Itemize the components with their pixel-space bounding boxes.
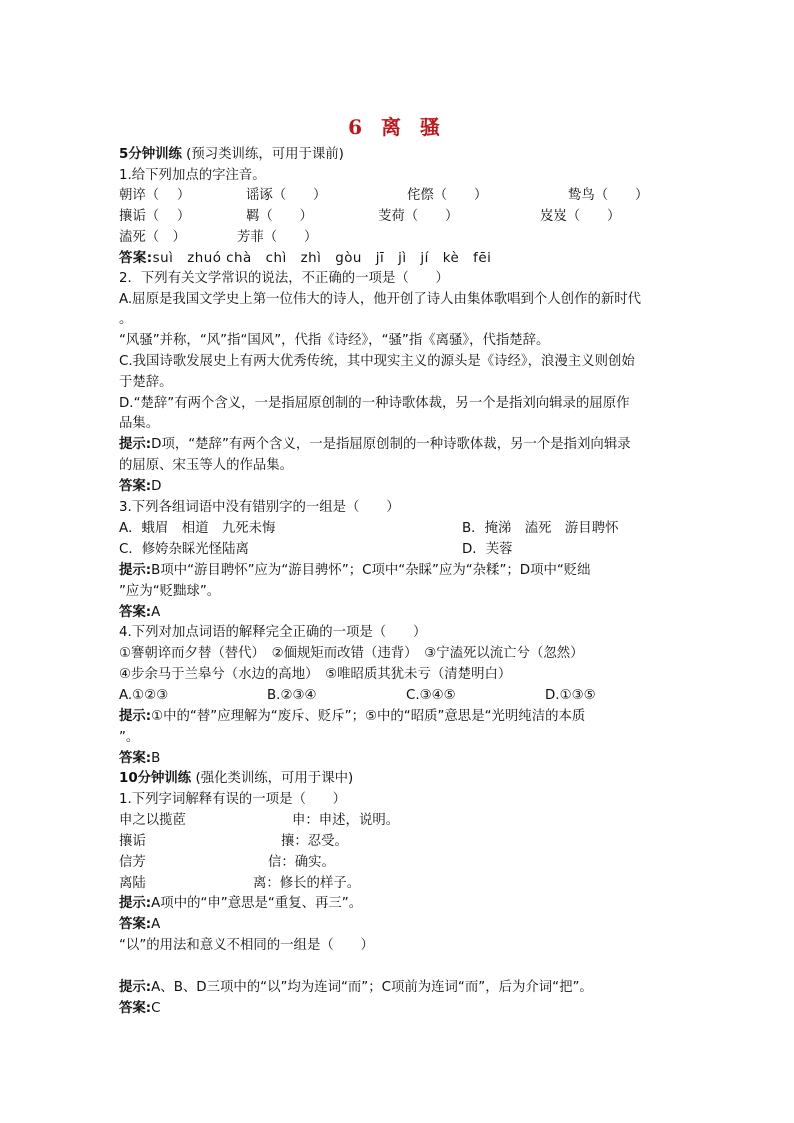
hint-label: 提示: — [119, 437, 152, 452]
pinyin-item: 羁（ ） — [246, 209, 313, 224]
hint-line — [119, 707, 585, 727]
pinyin-item: 攘诟（ ） — [119, 209, 191, 224]
hint-line — [119, 894, 362, 914]
answer-text: C — [151, 1001, 161, 1016]
option-word: 申之以揽茝 — [119, 813, 186, 828]
pinyin-item: 侘傺（ ） — [407, 188, 488, 203]
answer-label: 答案: — [119, 605, 152, 620]
answer-line — [119, 999, 161, 1019]
question-stem: 4.下列对加点词语的解释完全正确的一项是（ ） — [119, 625, 427, 640]
question-stem: 1.给下列加点的字注音。 — [119, 168, 266, 183]
hint-text: A、B、D三项中的“以”均为连词“而”；C项前为连词“而”，后为介词“把”。 — [151, 980, 593, 995]
option-a: A.屈原是我国文学史上第一位伟大的诗人，他开创了诗人由集体歌唱到个人创作的新时代 — [119, 292, 642, 307]
section-note: (预习类训练，可用于课前) — [186, 147, 344, 162]
option-d-cont: 品集。 — [119, 416, 160, 431]
answer-line — [119, 603, 160, 623]
option-c: C.我国诗歌发展史上有两大优秀传统，其中现实主义的源头是《诗经》，浪漫主义则创始 — [119, 354, 635, 369]
option-a: A．蛾眉 相道 九死未悔 — [119, 521, 276, 536]
pinyin-item: 芰荷（ ） — [378, 209, 459, 224]
section-title: 5分钟训练 — [119, 147, 182, 162]
option-a: A.①②③ — [119, 688, 169, 703]
answer-text: B — [151, 751, 161, 766]
answer-text: A — [151, 917, 161, 932]
pinyin-item: 芳菲（ ） — [237, 230, 318, 245]
pinyin-item: 溘死（ ） — [119, 230, 186, 245]
answer-label: 答案: — [119, 1001, 152, 1016]
answer-line — [119, 249, 491, 269]
option-d: D.“楚辞”有两个含义，一是指屈原创制的一种诗歌体裁，另一个是指刘向辑录的屈原作 — [119, 396, 630, 411]
option-a-cont: 。 — [119, 312, 133, 327]
answer-line — [119, 477, 161, 497]
answer-text: A — [151, 605, 161, 620]
answer-text: suì zhuó chà chì zhì gòu jī jì jí kè fēi — [152, 251, 492, 266]
option-c-cont: 于楚辞。 — [119, 375, 173, 390]
question-stem: 3.下列各组词语中没有错别字的一组是（ ） — [119, 500, 400, 515]
option-b: B.②③④ — [267, 688, 317, 703]
hint-cont: 的屈原、宋玉等人的作品集。 — [119, 458, 294, 473]
question-items: ④步余马于兰皋兮（水边的高地） ⑤唯昭质其犹未亏（清楚明白） — [119, 667, 512, 682]
hint-label: 提示: — [119, 896, 152, 911]
question-stem: 2．下列有关文学常识的说法，不正确的一项是（ ） — [119, 271, 449, 286]
answer-label: 答案: — [119, 917, 152, 932]
pinyin-item: 岌岌（ ） — [540, 209, 621, 224]
hint-label: 提示: — [119, 709, 152, 724]
hint-line — [119, 561, 591, 581]
answer-label: 答案: — [119, 751, 152, 766]
hint-text: A项中的“申”意思是“重复、再三”。 — [151, 896, 363, 911]
option-word: 离陆 — [119, 876, 146, 891]
hint-line — [119, 435, 631, 455]
hint-text: D项，“楚辞”有两个含义，一是指屈原创制的一种诗歌体裁，另一个是指刘向辑录 — [151, 437, 631, 452]
option-c: C.③④⑤ — [406, 688, 456, 703]
section-note: (强化类训练，可用于课中) — [195, 771, 354, 786]
hint-line — [119, 978, 593, 998]
section-header — [119, 145, 344, 165]
answer-label: 答案: — [119, 479, 152, 494]
page-title: 6 离 骚 — [348, 115, 446, 139]
option-explanation: 攘：忍受。 — [281, 834, 348, 849]
pinyin-item: 谣诼（ ） — [246, 188, 327, 203]
hint-label: 提示: — [119, 980, 152, 995]
section-title: 10分钟训练 — [119, 771, 192, 786]
option-b: B．掩涕 溘死 游目聘怀 — [462, 521, 619, 536]
option-d: D.①③⑤ — [545, 688, 596, 703]
hint-cont: ”。 — [119, 730, 140, 745]
option-c: C．修姱杂睬光怪陆离 — [119, 542, 249, 557]
answer-label: 答案: — [119, 251, 153, 266]
answer-line — [119, 749, 160, 769]
pinyin-item: 鸷鸟（ ） — [568, 188, 649, 203]
option-word: 攘诟 — [119, 834, 146, 849]
question-items: ①謇朝谇而夕替（替代） ②偭规矩而改错（违背） ③宁溘死以流亡兮（忽然） — [119, 646, 584, 661]
section-header — [119, 769, 353, 789]
option-d: D．芙蓉 — [462, 542, 513, 557]
question-stem: “以”的用法和意义不相同的一组是（ ） — [119, 938, 374, 953]
hint-text: B项中“游目聘怀”应为“游目骋怀”；C项中“杂睬”应为“杂糅”；D项中“贬绌 — [151, 563, 591, 578]
option-b: “风骚”并称，“风”指“国风”，代指《诗经》，“骚”指《离骚》，代指楚辞。 — [119, 333, 550, 348]
option-word: 信芳 — [119, 855, 146, 870]
answer-text: D — [151, 479, 162, 494]
option-explanation: 信：确实。 — [268, 855, 335, 870]
hint-cont: ”应为“贬黜球”。 — [119, 584, 221, 599]
hint-text: ①中的“替”应理解为“废斥、贬斥”；⑤中的“昭质”意思是“光明纯洁的本质 — [151, 709, 586, 724]
hint-label: 提示: — [119, 563, 152, 578]
option-explanation: 申：申述，说明。 — [292, 813, 400, 828]
answer-line — [119, 915, 160, 935]
pinyin-item: 朝谇（ ） — [119, 188, 191, 203]
question-stem: 1.下列字词解释有误的一项是（ ） — [119, 792, 347, 807]
option-explanation: 离：修长的样子。 — [253, 876, 361, 891]
